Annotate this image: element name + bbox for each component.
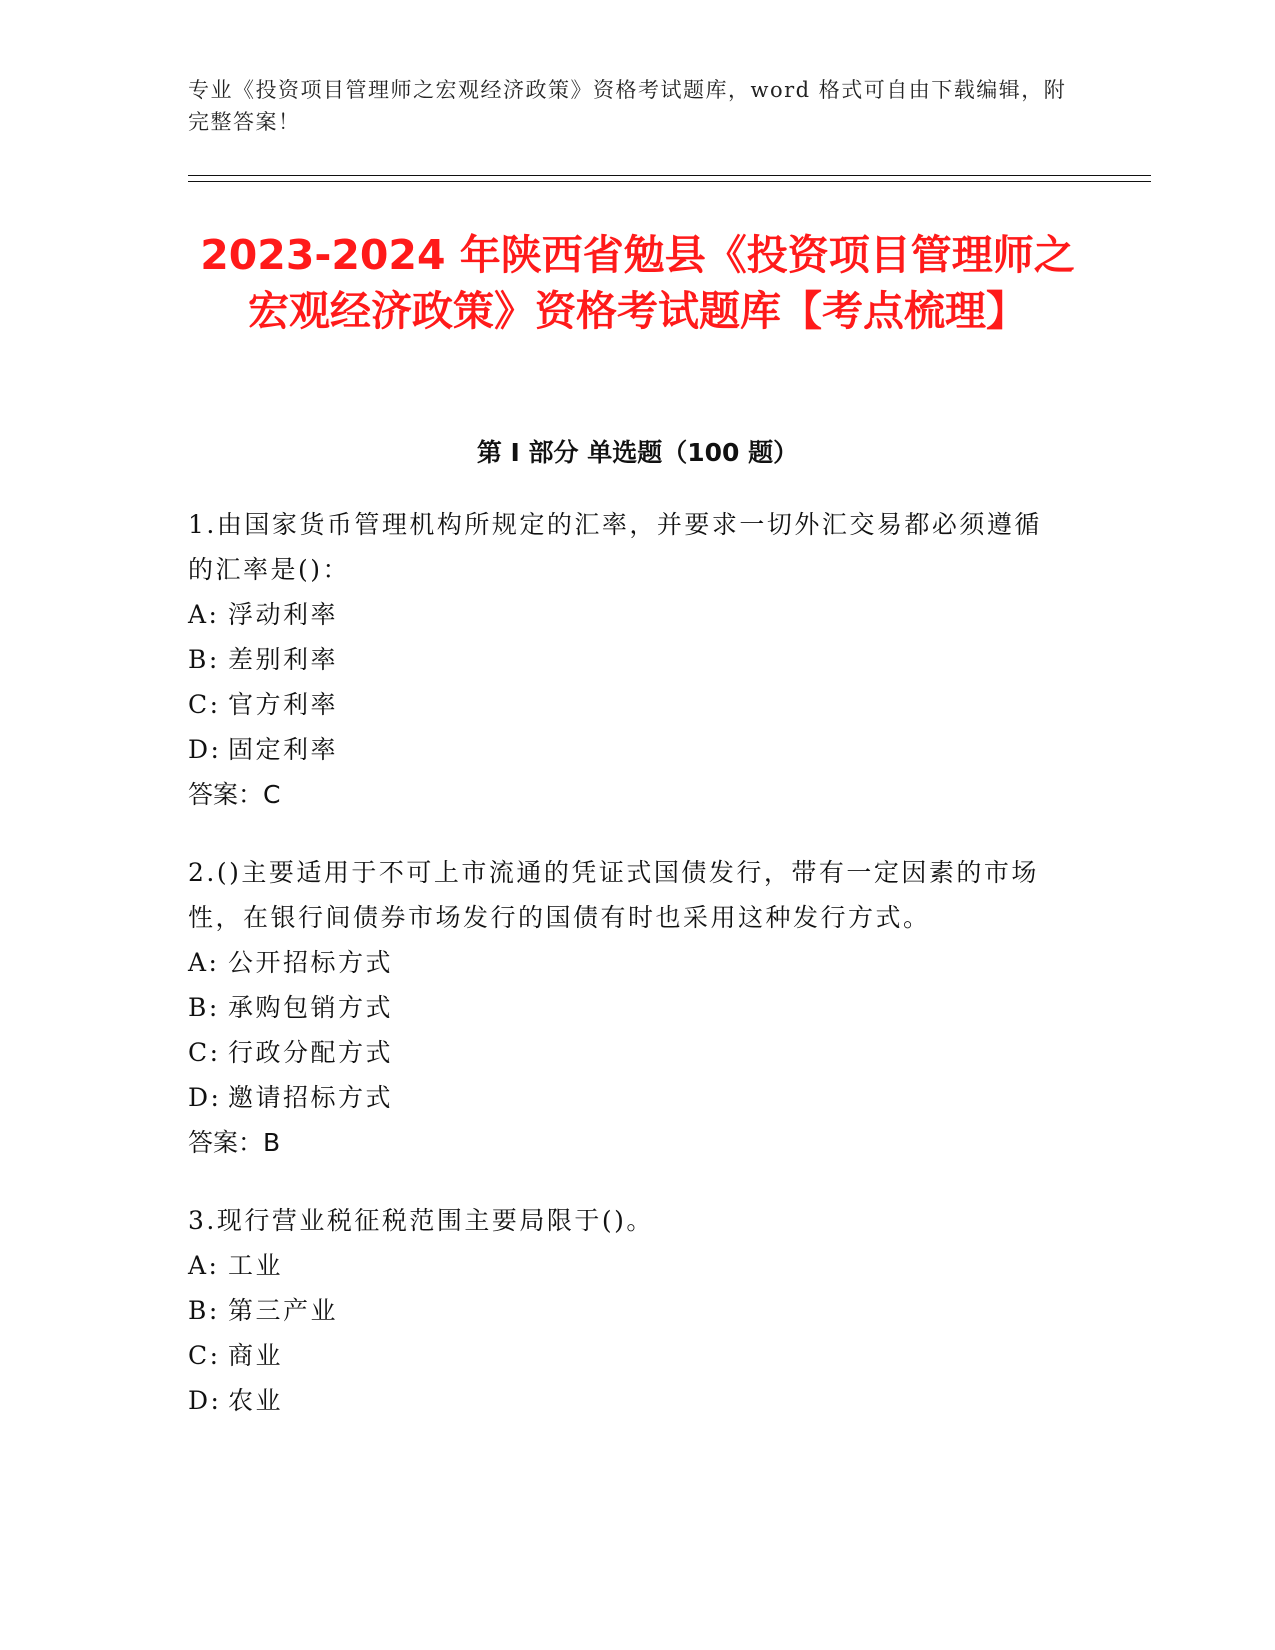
option-key: C: bbox=[188, 1341, 221, 1370]
option-b bbox=[188, 637, 1068, 682]
option-a bbox=[188, 1243, 1068, 1288]
option-c bbox=[188, 1030, 1068, 1075]
option-key: D: bbox=[188, 1386, 222, 1415]
option-text: 承购包销方式 bbox=[228, 993, 394, 1022]
option-key: B: bbox=[188, 645, 220, 674]
header-note: 专业《投资项目管理师之宏观经济政策》资格考试题库，word 格式可自由下载编辑，附完整答案！ bbox=[188, 78, 1067, 134]
option-text: 工业 bbox=[228, 1251, 284, 1280]
option-d bbox=[188, 1075, 1068, 1120]
option-key: B: bbox=[188, 1296, 220, 1325]
document-title: 2023-2024 年陕西省勉县《投资项目管理师之宏观经济政策》资格考试题库【考点梳理】 bbox=[200, 231, 1075, 335]
option-key: A: bbox=[188, 600, 220, 629]
answer: 答案：C bbox=[188, 780, 281, 809]
option-key: A: bbox=[188, 948, 220, 977]
option-b bbox=[188, 985, 1068, 1030]
option-a bbox=[188, 592, 1068, 637]
option-b bbox=[188, 1288, 1068, 1333]
question-1 bbox=[188, 502, 1068, 817]
option-text: 第三产业 bbox=[228, 1296, 339, 1325]
option-text: 商业 bbox=[228, 1341, 284, 1370]
option-key: C: bbox=[188, 1038, 221, 1067]
answer: 答案：B bbox=[188, 1128, 281, 1157]
option-text: 差别利率 bbox=[228, 645, 339, 674]
question-stem: 1.由国家货币管理机构所规定的汇率，并要求一切外汇交易都必须遵循的汇率是()： bbox=[188, 510, 1042, 584]
option-key: A: bbox=[188, 1251, 220, 1280]
question-stem: 2.()主要适用于不可上市流通的凭证式国债发行，带有一定因素的市场性，在银行间债券市场发行的国债有时也采用这种发行方式。 bbox=[188, 858, 1039, 932]
option-key: B: bbox=[188, 993, 220, 1022]
option-d bbox=[188, 1378, 1068, 1423]
header-divider-top bbox=[188, 175, 1151, 176]
question-stem: 3.现行营业税征税范围主要局限于()。 bbox=[188, 1206, 654, 1235]
header-divider-bottom bbox=[188, 181, 1151, 182]
option-text: 官方利率 bbox=[228, 690, 339, 719]
option-text: 浮动利率 bbox=[228, 600, 339, 629]
option-a bbox=[188, 940, 1068, 985]
option-c bbox=[188, 1333, 1068, 1378]
option-key: C: bbox=[188, 690, 221, 719]
option-d bbox=[188, 727, 1068, 772]
option-text: 公开招标方式 bbox=[228, 948, 394, 977]
section-title: 第 I 部分 单选题（100 题） bbox=[476, 438, 799, 467]
option-c bbox=[188, 682, 1068, 727]
option-text: 农业 bbox=[228, 1386, 284, 1415]
option-key: D: bbox=[188, 735, 222, 764]
question-3 bbox=[188, 1198, 1068, 1423]
option-text: 邀请招标方式 bbox=[228, 1083, 394, 1112]
option-text: 固定利率 bbox=[228, 735, 339, 764]
option-key: D: bbox=[188, 1083, 222, 1112]
question-2 bbox=[188, 850, 1068, 1165]
option-text: 行政分配方式 bbox=[228, 1038, 394, 1067]
